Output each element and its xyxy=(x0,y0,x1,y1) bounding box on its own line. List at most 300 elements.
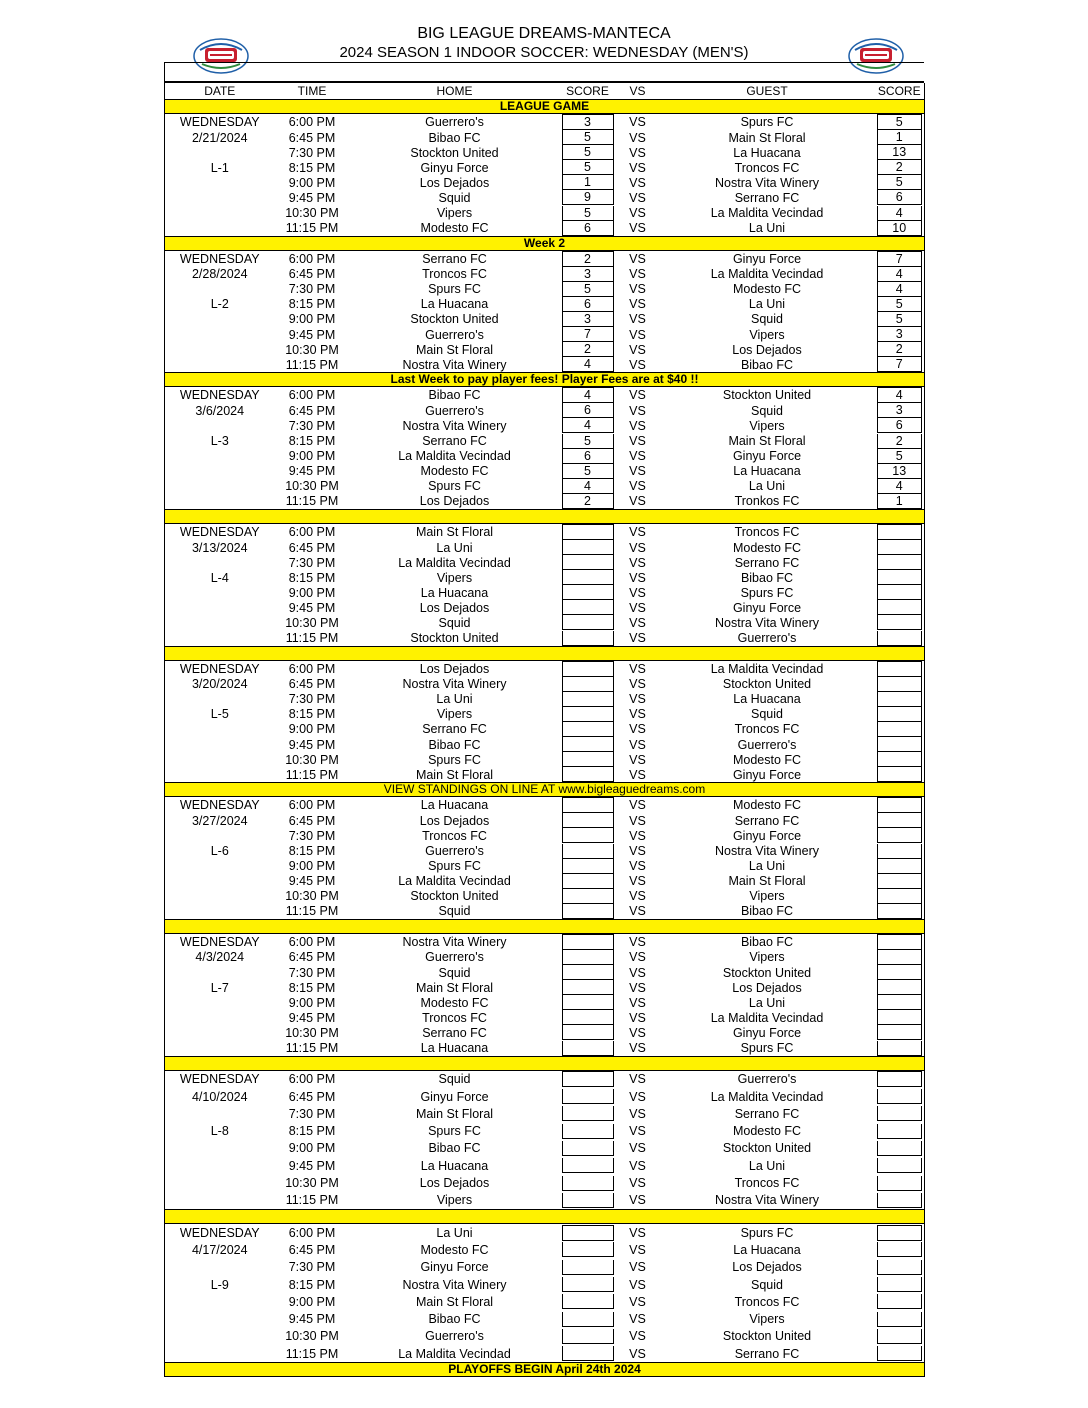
league-title: BIG LEAGUE DREAMS-MANTECA xyxy=(417,25,671,42)
home-team: Troncos FC xyxy=(422,267,487,282)
date-cell xyxy=(165,631,275,647)
vs-label: VS xyxy=(629,585,646,600)
game-row xyxy=(165,312,925,327)
game-row xyxy=(165,1122,925,1139)
home-score xyxy=(560,828,616,843)
date-cell xyxy=(165,1105,275,1122)
guest-score xyxy=(875,1070,925,1088)
game-row xyxy=(165,479,925,494)
game-time: 6:45 PM xyxy=(288,677,336,692)
guest-score-box xyxy=(877,859,923,874)
vs-label: VS xyxy=(629,221,646,236)
column-header-score: SCORE xyxy=(560,83,616,100)
guest-score-box xyxy=(877,1193,923,1208)
home-score-box xyxy=(562,1106,614,1121)
home-score-box: 1 xyxy=(562,175,614,190)
guest-team: Nostra Vita Winery xyxy=(715,844,819,859)
home-score-box xyxy=(562,1260,614,1275)
home-score-box xyxy=(562,661,614,677)
vs-label: VS xyxy=(629,1312,646,1327)
game-time: 7:30 PM xyxy=(288,418,336,433)
guest-team: La Huacana xyxy=(733,145,801,160)
vs-label: VS xyxy=(629,555,646,570)
vs-label: VS xyxy=(629,844,646,859)
game-time: 7:30 PM xyxy=(288,1106,336,1121)
date-cell xyxy=(165,464,275,479)
home-score-box xyxy=(562,1312,614,1327)
date-cell xyxy=(165,1174,275,1191)
guest-score xyxy=(875,615,925,630)
guest-score xyxy=(875,282,925,297)
guest-score xyxy=(875,1140,925,1157)
game-date: 3/13/2024 xyxy=(165,540,275,555)
guest-team: Nostra Vita Winery xyxy=(715,175,819,190)
week-banner xyxy=(165,100,925,114)
game-time: 9:45 PM xyxy=(288,600,336,615)
game-row xyxy=(165,1345,925,1363)
home-team: Spurs FC xyxy=(428,282,481,297)
guest-team: Nostra Vita Winery xyxy=(715,615,819,630)
guest-score xyxy=(875,631,925,647)
home-team: Serrano FC xyxy=(422,251,487,266)
home-team: Los Dejados xyxy=(419,1176,490,1191)
home-team: Guerrero's xyxy=(425,327,484,342)
guest-team: La Maldita Vecindad xyxy=(710,267,824,282)
guest-score xyxy=(875,660,925,677)
date-cell xyxy=(165,1157,275,1174)
home-score xyxy=(560,1241,616,1258)
guest-score xyxy=(875,190,925,205)
home-score xyxy=(560,995,616,1010)
vs-label: VS xyxy=(629,995,646,1010)
guest-score-box xyxy=(877,1010,923,1025)
game-row xyxy=(165,434,925,449)
vs-label: VS xyxy=(629,1260,646,1275)
home-score xyxy=(560,570,616,585)
home-score-box xyxy=(562,889,614,904)
home-score-box xyxy=(562,555,614,570)
home-score-box xyxy=(562,1124,614,1139)
home-team: Main St Floral xyxy=(415,767,494,782)
guest-team: La Maldita Vecindad xyxy=(710,661,824,676)
guest-team: Guerrero's xyxy=(737,737,797,752)
guest-team: La Maldita Vecindad xyxy=(710,206,824,221)
game-time: 8:15 PM xyxy=(288,570,336,585)
column-header-date: DATE xyxy=(165,83,275,100)
guest-score-box: 5 xyxy=(877,312,923,327)
guest-score xyxy=(875,342,925,357)
home-team: Vipers xyxy=(436,570,473,585)
week-banner xyxy=(165,373,925,387)
home-score xyxy=(560,1345,616,1363)
league-week-label: L-4 xyxy=(165,570,275,585)
guest-team: Ginyu Force xyxy=(732,1025,802,1040)
vs-label: VS xyxy=(629,1176,646,1191)
guest-score-box: 7 xyxy=(877,251,923,267)
guest-score xyxy=(875,205,925,220)
vs-label: VS xyxy=(629,190,646,205)
guest-team: Nostra Vita Winery xyxy=(715,1193,819,1208)
guest-score xyxy=(875,130,925,145)
game-row xyxy=(165,707,925,722)
game-time: 9:00 PM xyxy=(288,449,336,464)
vs-label: VS xyxy=(629,1025,646,1040)
vs-label: VS xyxy=(629,737,646,752)
guest-team: Bibao FC xyxy=(740,904,794,919)
guest-team: Modesto FC xyxy=(732,752,802,767)
game-time: 10:30 PM xyxy=(285,615,339,630)
guest-score-box: 4 xyxy=(877,267,923,282)
schedule-table xyxy=(164,83,925,1377)
home-score-box: 2 xyxy=(562,494,614,509)
home-score-box: 6 xyxy=(562,403,614,418)
home-score-box xyxy=(562,1329,614,1344)
day-label: WEDNESDAY xyxy=(165,1070,275,1088)
game-time: 7:30 PM xyxy=(288,282,336,297)
home-team: Main St Floral xyxy=(415,524,494,539)
guest-score-box: 4 xyxy=(877,387,923,403)
home-score xyxy=(560,707,616,722)
guest-score-box xyxy=(877,1106,923,1121)
guest-team: Troncos FC xyxy=(734,1294,800,1309)
game-time: 9:45 PM xyxy=(288,327,336,342)
game-time: 6:00 PM xyxy=(288,661,336,676)
guest-score xyxy=(875,843,925,858)
guest-score xyxy=(875,1025,925,1040)
home-score xyxy=(560,965,616,980)
guest-score xyxy=(875,752,925,767)
game-row xyxy=(165,585,925,600)
home-score xyxy=(560,767,616,783)
date-cell xyxy=(165,965,275,980)
game-row xyxy=(165,737,925,752)
vs-label: VS xyxy=(629,798,646,813)
guest-score xyxy=(875,889,925,904)
game-row xyxy=(165,797,925,814)
home-team: Spurs FC xyxy=(428,1124,481,1139)
home-score-box xyxy=(562,631,614,646)
home-team: Stockton United xyxy=(410,145,499,160)
guest-score xyxy=(875,1310,925,1327)
home-team: Los Dejados xyxy=(419,661,490,676)
game-time: 8:15 PM xyxy=(288,707,336,722)
game-time: 7:30 PM xyxy=(288,692,336,707)
vs-label: VS xyxy=(629,904,646,919)
vs-label: VS xyxy=(629,1294,646,1309)
guest-score-box xyxy=(877,555,923,570)
game-time: 9:00 PM xyxy=(288,175,336,190)
home-score xyxy=(560,342,616,357)
vs-label: VS xyxy=(629,540,646,555)
home-score xyxy=(560,1070,616,1088)
date-cell xyxy=(165,1259,275,1276)
home-score xyxy=(560,555,616,570)
guest-score-box xyxy=(877,1294,923,1309)
game-time: 9:45 PM xyxy=(288,464,336,479)
game-time: 10:30 PM xyxy=(285,342,339,357)
game-row xyxy=(165,722,925,737)
league-week-label: L-1 xyxy=(165,160,275,175)
vs-label: VS xyxy=(629,145,646,160)
home-team: Guerrero's xyxy=(425,1329,484,1344)
game-row xyxy=(165,175,925,190)
game-time: 8:15 PM xyxy=(288,160,336,175)
home-team: Vipers xyxy=(436,707,473,722)
date-cell xyxy=(165,889,275,904)
home-score xyxy=(560,479,616,494)
home-score-box: 5 xyxy=(562,282,614,297)
home-score xyxy=(560,449,616,464)
guest-score xyxy=(875,904,925,920)
home-score xyxy=(560,843,616,858)
guest-score xyxy=(875,479,925,494)
vs-label: VS xyxy=(629,692,646,707)
guest-score-box: 4 xyxy=(877,479,923,494)
guest-team: Stockton United xyxy=(722,677,812,692)
game-time: 6:00 PM xyxy=(288,388,336,403)
game-time: 7:30 PM xyxy=(288,965,336,980)
guest-team: Los Dejados xyxy=(732,342,802,357)
date-cell xyxy=(165,752,275,767)
home-team: Los Dejados xyxy=(419,600,490,615)
vs-label: VS xyxy=(629,1158,646,1173)
guest-score-box xyxy=(877,1041,923,1056)
vs-label: VS xyxy=(629,707,646,722)
vs-label: VS xyxy=(629,859,646,874)
guest-score xyxy=(875,418,925,433)
game-row xyxy=(165,342,925,357)
guest-score-box: 7 xyxy=(877,357,923,372)
guest-score xyxy=(875,1345,925,1363)
guest-score xyxy=(875,813,925,828)
home-score-box: 7 xyxy=(562,327,614,342)
game-time: 10:30 PM xyxy=(285,1025,339,1040)
game-time: 6:00 PM xyxy=(288,251,336,266)
guest-score xyxy=(875,933,925,950)
home-score-box: 6 xyxy=(562,297,614,312)
guest-score xyxy=(875,1241,925,1258)
guest-score xyxy=(875,175,925,190)
guest-score-box xyxy=(877,995,923,1010)
guest-team: Serrano FC xyxy=(734,1106,800,1121)
week-banner-text: Last Week to pay player fees! Player Fees are at $40 !! xyxy=(165,373,925,387)
guest-team: Bibao FC xyxy=(740,357,794,372)
guest-score-box xyxy=(877,1141,923,1156)
guest-team: Squid xyxy=(751,312,783,327)
guest-score-box xyxy=(877,1346,923,1361)
home-team: Bibao FC xyxy=(428,388,481,403)
home-score xyxy=(560,1025,616,1040)
vs-label: VS xyxy=(629,206,646,221)
game-row xyxy=(165,615,925,630)
guest-score-box: 1 xyxy=(877,494,923,509)
date-cell xyxy=(165,1192,275,1210)
home-team: Ginyu Force xyxy=(420,1089,489,1104)
guest-score-box xyxy=(877,1260,923,1275)
home-score xyxy=(560,267,616,282)
league-week-label: L-7 xyxy=(165,980,275,995)
guest-team: Bibao FC xyxy=(740,934,794,949)
game-time: 8:15 PM xyxy=(288,980,336,995)
home-team: Los Dejados xyxy=(419,813,490,828)
guest-score-box: 3 xyxy=(877,327,923,342)
date-cell xyxy=(165,1345,275,1363)
home-score-box xyxy=(562,995,614,1010)
date-cell xyxy=(165,357,275,373)
game-row xyxy=(165,1293,925,1310)
game-row xyxy=(165,1088,925,1105)
guest-team: Main St Floral xyxy=(728,874,806,889)
game-row xyxy=(165,859,925,874)
guest-team: Los Dejados xyxy=(732,1260,802,1275)
game-row xyxy=(165,828,925,843)
day-label: WEDNESDAY xyxy=(165,250,275,267)
home-team: Guerrero's xyxy=(425,115,484,129)
vs-label: VS xyxy=(629,1041,646,1056)
date-cell xyxy=(165,1025,275,1040)
home-score-box xyxy=(562,1242,614,1257)
guest-team: Stockton United xyxy=(722,1329,812,1344)
game-row xyxy=(165,449,925,464)
vs-label: VS xyxy=(629,752,646,767)
game-time: 10:30 PM xyxy=(285,1176,339,1191)
vs-label: VS xyxy=(629,449,646,464)
guest-score-box: 2 xyxy=(877,160,923,175)
guest-score-box xyxy=(877,1025,923,1040)
game-time: 7:30 PM xyxy=(288,1260,336,1275)
home-team: Nostra Vita Winery xyxy=(402,357,507,372)
home-team: La Maldita Vecindad xyxy=(398,874,511,889)
guest-score xyxy=(875,722,925,737)
home-score-box: 5 xyxy=(562,160,614,175)
vs-label: VS xyxy=(629,677,646,692)
guest-score xyxy=(875,434,925,449)
game-date: 4/17/2024 xyxy=(165,1241,275,1258)
guest-score xyxy=(875,585,925,600)
home-team: La Uni xyxy=(436,692,473,707)
week-banner-text: VIEW STANDINGS ON LINE AT www.bigleaguedreams.com xyxy=(165,783,925,797)
home-score xyxy=(560,1122,616,1139)
game-time: 9:00 PM xyxy=(288,859,336,874)
home-team: La Maldita Vecindad xyxy=(398,1346,511,1361)
game-row xyxy=(165,190,925,205)
home-team: Serrano FC xyxy=(422,722,487,737)
sheet-top-border xyxy=(164,62,924,83)
game-row xyxy=(165,130,925,145)
home-score xyxy=(560,282,616,297)
game-time: 8:15 PM xyxy=(288,844,336,859)
home-team: La Uni xyxy=(436,540,473,555)
home-score xyxy=(560,175,616,190)
date-cell xyxy=(165,874,275,889)
vs-label: VS xyxy=(629,1277,646,1292)
vs-label: VS xyxy=(629,828,646,843)
home-score xyxy=(560,1293,616,1310)
game-row xyxy=(165,114,925,131)
game-time: 8:15 PM xyxy=(288,434,336,449)
game-date: 4/10/2024 xyxy=(165,1088,275,1105)
vs-label: VS xyxy=(629,479,646,494)
home-score xyxy=(560,387,616,404)
game-time: 9:45 PM xyxy=(288,1010,336,1025)
home-score-box: 4 xyxy=(562,387,614,403)
game-date: 3/27/2024 xyxy=(165,813,275,828)
home-score xyxy=(560,737,616,752)
game-time: 9:00 PM xyxy=(288,1141,336,1156)
guest-score-box: 5 xyxy=(877,297,923,312)
game-row xyxy=(165,677,925,692)
guest-team: La Maldita Vecindad xyxy=(710,1089,824,1104)
game-time: 10:30 PM xyxy=(285,889,339,904)
vs-label: VS xyxy=(629,1089,646,1104)
home-score-box xyxy=(562,950,614,965)
game-time: 6:45 PM xyxy=(288,950,336,965)
guest-score xyxy=(875,494,925,510)
home-score-box xyxy=(562,540,614,555)
game-row xyxy=(165,570,925,585)
home-team: La Maldita Vecindad xyxy=(398,555,511,570)
home-score xyxy=(560,357,616,373)
game-row xyxy=(165,933,925,950)
week-banner xyxy=(165,236,925,250)
guest-team: La Huacana xyxy=(733,464,801,479)
home-team: La Huacana xyxy=(420,1041,489,1056)
vs-label: VS xyxy=(629,1193,646,1208)
guest-score xyxy=(875,267,925,282)
guest-score xyxy=(875,677,925,692)
guest-score xyxy=(875,160,925,175)
guest-score-box: 5 xyxy=(877,175,923,190)
game-time: 6:00 PM xyxy=(288,524,336,539)
vs-label: VS xyxy=(629,980,646,995)
game-row xyxy=(165,267,925,282)
vs-label: VS xyxy=(629,600,646,615)
home-score-box: 5 xyxy=(562,464,614,479)
guest-team: Serrano FC xyxy=(734,190,800,205)
home-score-box: 3 xyxy=(562,267,614,282)
vs-label: VS xyxy=(629,524,646,539)
guest-score xyxy=(875,114,925,131)
day-label: WEDNESDAY xyxy=(165,660,275,677)
home-team: Bibao FC xyxy=(428,1312,481,1327)
guest-score-box: 6 xyxy=(877,418,923,433)
game-row xyxy=(165,1070,925,1088)
home-score-box xyxy=(562,1225,614,1241)
home-score-box xyxy=(562,692,614,707)
home-team: Los Dejados xyxy=(419,494,490,509)
date-cell xyxy=(165,221,275,237)
guest-score xyxy=(875,1157,925,1174)
date-cell xyxy=(165,1140,275,1157)
home-team: Stockton United xyxy=(410,312,499,327)
guest-team: Vipers xyxy=(749,1312,785,1327)
game-row xyxy=(165,813,925,828)
guest-score xyxy=(875,449,925,464)
home-score-box xyxy=(562,752,614,767)
game-date: 3/20/2024 xyxy=(165,677,275,692)
guest-score-box: 13 xyxy=(877,145,923,160)
week-banner xyxy=(165,919,925,933)
home-score-box: 2 xyxy=(562,251,614,267)
game-row xyxy=(165,1328,925,1345)
vs-label: VS xyxy=(629,160,646,175)
home-team: Main St Floral xyxy=(415,1106,494,1121)
league-week-label: L-5 xyxy=(165,707,275,722)
date-cell xyxy=(165,312,275,327)
vs-label: VS xyxy=(629,1010,646,1025)
column-header-vs: VS xyxy=(616,83,660,100)
home-score-box xyxy=(562,904,614,919)
